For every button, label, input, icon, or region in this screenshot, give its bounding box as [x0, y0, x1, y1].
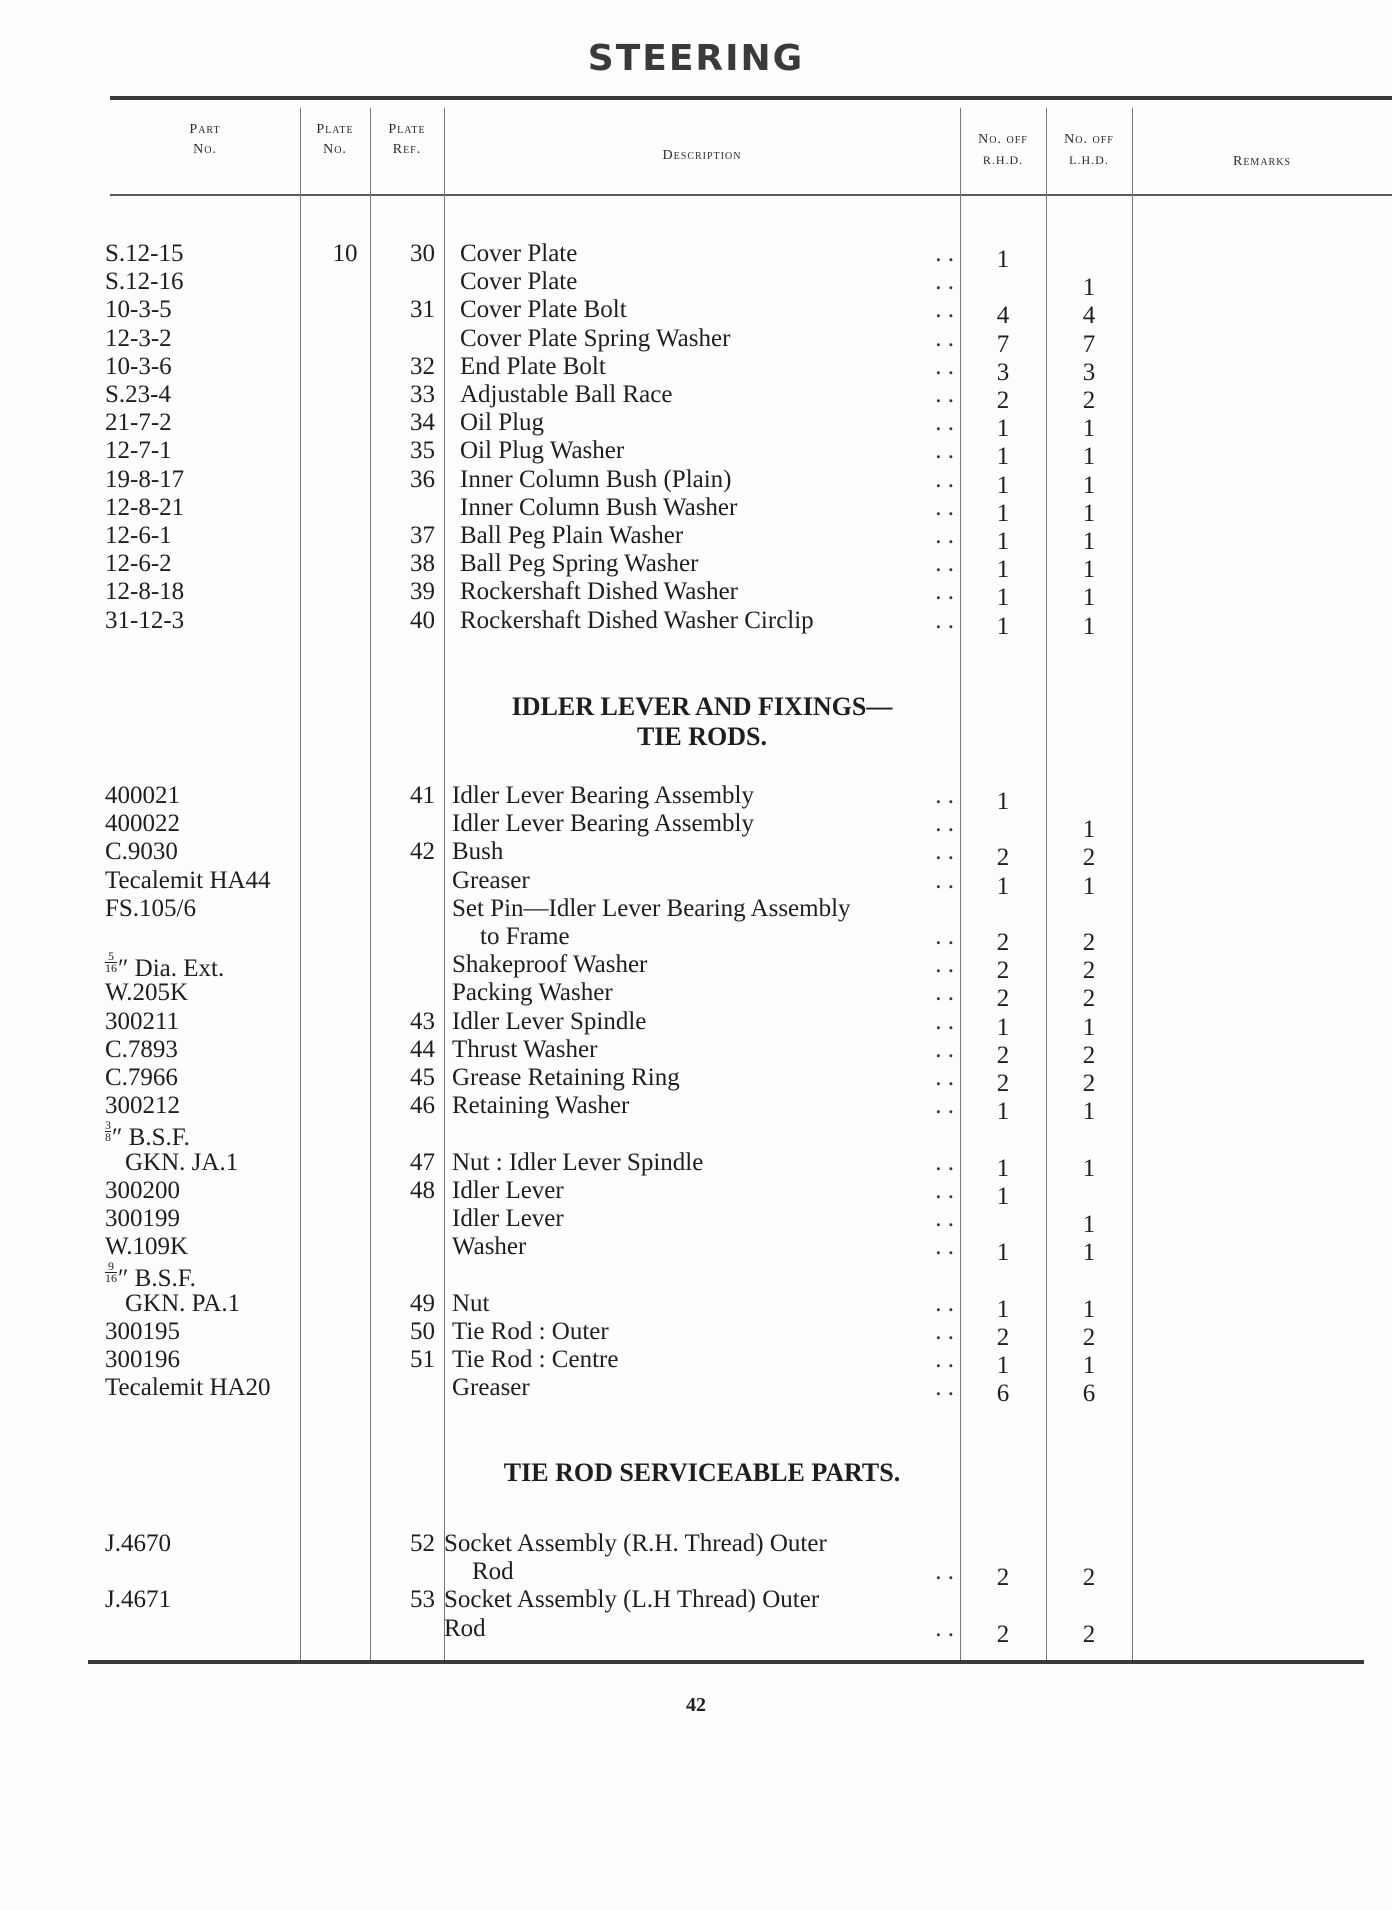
- description: Ball Peg Plain Washer: [460, 522, 684, 549]
- qty-lhd: 2: [1082, 929, 1096, 956]
- plate-ref: 32: [410, 352, 435, 380]
- plate-ref: 49: [410, 1289, 435, 1317]
- description: Rockershaft Dished Washer: [460, 578, 739, 606]
- qty-lhd: 2: [1082, 985, 1096, 1013]
- description: Grease Retaining Ring: [452, 1064, 680, 1091]
- description-line2: Rod: [444, 1614, 486, 1642]
- part-number: 300199: [105, 1205, 180, 1232]
- qty-lhd: 2: [1082, 957, 1096, 985]
- description: Greaser: [452, 866, 530, 894]
- qty-lhd: 2: [1082, 1564, 1096, 1592]
- qty-lhd: 1: [1082, 1352, 1096, 1379]
- description: Retaining Washer: [452, 1092, 630, 1120]
- qty-rhd: 1: [996, 872, 1010, 900]
- qty-lhd: 1: [1082, 872, 1096, 900]
- leader-dots: . .: [935, 1148, 954, 1176]
- plate-ref: 30: [410, 240, 435, 267]
- part-number: W.205K: [105, 979, 189, 1007]
- plate-ref: 34: [410, 409, 435, 437]
- leader-dots: . .: [935, 1558, 954, 1586]
- plate-ref: 48: [410, 1176, 435, 1204]
- col-divider: [1046, 108, 1047, 1660]
- qty-lhd: 2: [1082, 387, 1096, 414]
- qty-rhd: 2: [996, 985, 1010, 1013]
- leader-dots: . .: [935, 1092, 954, 1120]
- qty-lhd: 1: [1082, 1098, 1096, 1126]
- leader-dots: . .: [935, 606, 954, 634]
- qty-rhd: 1: [996, 415, 1010, 443]
- description: Inner Column Bush Washer: [460, 493, 738, 521]
- description: Nut : Idler Lever Spindle: [452, 1148, 704, 1176]
- plate-ref: 45: [410, 1064, 435, 1091]
- leader-dots: . .: [935, 240, 954, 267]
- header-remarks: Remarks: [1232, 154, 1291, 169]
- col-divider: [960, 108, 961, 1660]
- part-number-text: ″ Dia. Ext.: [118, 955, 225, 983]
- part-number: 10-3-6: [105, 352, 172, 380]
- plate-ref: 40: [410, 606, 435, 634]
- part-number-line2: GKN. JA.1: [125, 1148, 239, 1176]
- qty-rhd: 2: [996, 957, 1010, 985]
- qty-rhd: 1: [996, 612, 1010, 640]
- qty-lhd: 2: [1082, 1041, 1096, 1069]
- description: Rockershaft Dished Washer Circlip: [460, 606, 814, 634]
- leader-dots: . .: [935, 268, 954, 296]
- part-number: 300196: [105, 1346, 180, 1373]
- qty-lhd: 1: [1082, 415, 1096, 443]
- part-number: Tecalemit HA44: [105, 866, 271, 894]
- description: Socket Assembly (L.H Thread) Outer: [444, 1586, 820, 1614]
- leader-dots: . .: [935, 838, 954, 866]
- qty-lhd: 2: [1082, 1620, 1096, 1648]
- part-number: C.9030: [105, 838, 178, 866]
- plate-ref: 43: [410, 1007, 435, 1035]
- plate-ref: 46: [410, 1092, 435, 1120]
- description: Cover Plate Bolt: [460, 296, 627, 324]
- plate-ref: 41: [410, 782, 435, 809]
- part-number: J.4670: [105, 1530, 171, 1557]
- leader-dots: . .: [935, 381, 954, 408]
- leader-dots: . .: [935, 1289, 954, 1317]
- description: Tie Rod : Outer: [452, 1317, 609, 1345]
- plate-ref: 35: [410, 437, 435, 465]
- description: Idler Lever Bearing Assembly: [452, 782, 754, 809]
- leader-dots: . .: [935, 465, 954, 493]
- plate-no: 10: [332, 240, 358, 267]
- bottom-rule: [88, 1660, 1364, 1664]
- qty-lhd: 1: [1082, 471, 1096, 499]
- header-plate-no: [300, 120, 370, 160]
- part-number: 12-6-1: [105, 522, 172, 549]
- plate-ref: 53: [410, 1586, 435, 1614]
- qty-lhd: 1: [1082, 1154, 1096, 1182]
- description: Bush: [452, 838, 504, 866]
- description: Idler Lever Bearing Assembly: [452, 810, 754, 838]
- leader-dots: . .: [935, 437, 954, 465]
- header-rule: [110, 194, 1392, 196]
- fraction-numerator: 9: [105, 1261, 117, 1273]
- plate-ref: 44: [410, 1035, 435, 1063]
- header-rhd-line2: R.H.D.: [982, 153, 1024, 167]
- qty-rhd: 1: [996, 788, 1010, 815]
- plate-ref: 33: [410, 381, 435, 408]
- leader-dots: . .: [935, 1233, 954, 1261]
- fraction-denominator: 16: [105, 961, 117, 976]
- qty-rhd: 1: [996, 246, 1010, 273]
- qty-lhd: 4: [1082, 302, 1096, 330]
- plate-ref: 50: [410, 1317, 435, 1345]
- description: Idler Lever: [452, 1176, 564, 1204]
- part-number: 12-3-2: [105, 324, 172, 352]
- header-rhd-line1: No. off: [978, 132, 1028, 147]
- section-heading-idler: [444, 692, 960, 752]
- qty-lhd: 1: [1082, 1211, 1096, 1238]
- leader-dots: . .: [935, 550, 954, 578]
- part-number: 12-8-18: [105, 578, 185, 606]
- plate-ref: 47: [410, 1148, 435, 1176]
- part-number: 21-7-2: [105, 409, 172, 437]
- qty-lhd: 1: [1082, 612, 1096, 640]
- part-number: [105, 951, 224, 983]
- description: Idler Lever Spindle: [452, 1007, 647, 1035]
- qty-lhd: 1: [1082, 274, 1096, 302]
- leader-dots: . .: [935, 352, 954, 380]
- qty-lhd: 2: [1082, 844, 1096, 872]
- plate-ref: 38: [410, 550, 435, 578]
- leader-dots: . .: [935, 1374, 954, 1402]
- qty-lhd: 2: [1082, 1070, 1096, 1097]
- qty-lhd: 3: [1082, 358, 1096, 386]
- part-number: 19-8-17: [105, 465, 185, 493]
- qty-lhd: 2: [1082, 1323, 1096, 1351]
- qty-rhd: 2: [996, 1564, 1010, 1592]
- header-lhd-line1: No. off: [1064, 132, 1114, 147]
- qty-rhd: 1: [996, 1154, 1010, 1182]
- plate-ref: 51: [410, 1346, 435, 1373]
- part-number: J.4671: [105, 1586, 171, 1614]
- header-part-no-line2: No.: [193, 142, 217, 157]
- part-number: [105, 1120, 190, 1152]
- part-number: 10-3-5: [105, 296, 172, 324]
- qty-rhd: 2: [996, 387, 1010, 414]
- leader-dots: . .: [935, 522, 954, 549]
- leader-dots: . .: [935, 782, 954, 809]
- part-number: Tecalemit HA20: [105, 1374, 271, 1402]
- part-number: 12-6-2: [105, 550, 172, 578]
- leader-dots: . .: [935, 296, 954, 324]
- qty-rhd: 2: [996, 1041, 1010, 1069]
- description: Shakeproof Washer: [452, 951, 648, 979]
- part-number: 300211: [105, 1007, 180, 1035]
- page-number: 42: [686, 1694, 706, 1716]
- header-plate-no-line1: Plate: [316, 122, 354, 137]
- part-number: 400021: [105, 782, 180, 809]
- qty-rhd: 2: [996, 844, 1010, 872]
- description: Tie Rod : Centre: [452, 1346, 619, 1373]
- leader-dots: . .: [935, 1035, 954, 1063]
- qty-rhd: 6: [996, 1380, 1010, 1408]
- part-number: W.109K: [105, 1233, 189, 1261]
- description: Ball Peg Spring Washer: [460, 550, 699, 578]
- fraction-denominator: 16: [105, 1271, 117, 1286]
- leader-dots: . .: [935, 578, 954, 606]
- qty-lhd: 1: [1082, 1239, 1096, 1267]
- col-divider: [300, 108, 301, 1660]
- qty-rhd: 1: [996, 584, 1010, 612]
- qty-rhd: 1: [996, 471, 1010, 499]
- description: Set Pin—Idler Lever Bearing Assembly: [452, 894, 851, 922]
- part-number: 12-8-21: [105, 493, 185, 521]
- leader-dots: . .: [935, 409, 954, 437]
- col-divider: [370, 108, 371, 1660]
- part-fraction: [105, 1261, 117, 1284]
- part-number: S.23-4: [105, 381, 171, 408]
- qty-lhd: 1: [1082, 499, 1096, 527]
- page-title: STEERING: [587, 38, 805, 79]
- part-fraction: [105, 951, 117, 974]
- leader-dots: . .: [935, 1346, 954, 1373]
- description-line2: to Frame: [480, 923, 570, 950]
- leader-dots: . .: [935, 951, 954, 979]
- plate-ref: 52: [410, 1530, 435, 1557]
- leader-dots: . .: [935, 923, 954, 950]
- qty-rhd: 2: [996, 1323, 1010, 1351]
- plate-ref: 37: [410, 522, 435, 549]
- col-divider: [1132, 108, 1133, 1660]
- part-number-line2: GKN. PA.1: [125, 1289, 241, 1317]
- description: End Plate Bolt: [460, 352, 606, 380]
- description: Packing Washer: [452, 979, 613, 1007]
- leader-dots: . .: [935, 324, 954, 352]
- qty-lhd: 1: [1082, 584, 1096, 612]
- qty-rhd: 1: [996, 1239, 1010, 1267]
- qty-lhd: 1: [1082, 1295, 1096, 1323]
- header-no-off-rhd: [960, 130, 1046, 170]
- qty-lhd: 6: [1082, 1380, 1096, 1408]
- description: Washer: [452, 1233, 527, 1261]
- part-number: 300212: [105, 1092, 180, 1120]
- header-plate-no-line2: No.: [323, 142, 347, 157]
- leader-dots: . .: [935, 979, 954, 1007]
- qty-rhd: 1: [996, 443, 1010, 471]
- description: Oil Plug: [460, 409, 545, 437]
- qty-lhd: 7: [1082, 330, 1096, 358]
- leader-dots: . .: [935, 810, 954, 838]
- description: Cover Plate: [460, 240, 578, 267]
- section-heading-idler-line2: TIE RODS.: [636, 722, 768, 751]
- qty-rhd: 1: [996, 1182, 1010, 1210]
- qty-rhd: 1: [996, 1013, 1010, 1041]
- part-fraction: [105, 1120, 111, 1143]
- leader-dots: . .: [935, 866, 954, 894]
- plate-ref: 42: [410, 838, 435, 866]
- qty-lhd: 1: [1082, 816, 1096, 844]
- qty-lhd: 1: [1082, 443, 1096, 471]
- qty-lhd: 1: [1082, 528, 1096, 555]
- description: Inner Column Bush (Plain): [460, 465, 732, 493]
- part-number: C.7893: [105, 1035, 178, 1063]
- description: Oil Plug Washer: [460, 437, 625, 465]
- part-number: 12-7-1: [105, 437, 172, 465]
- part-number: FS.105/6: [105, 894, 197, 922]
- qty-rhd: 2: [996, 929, 1010, 956]
- header-description: Description: [662, 148, 742, 163]
- col-divider: [444, 108, 445, 1660]
- fraction-denominator: 8: [105, 1130, 111, 1145]
- qty-rhd: 1: [996, 1098, 1010, 1126]
- fraction-numerator: 5: [105, 951, 117, 963]
- part-number: 31-12-3: [105, 606, 185, 634]
- leader-dots: . .: [935, 493, 954, 521]
- qty-rhd: 1: [996, 528, 1010, 555]
- plate-ref: 39: [410, 578, 435, 606]
- qty-lhd: 1: [1082, 1013, 1096, 1041]
- qty-rhd: 1: [996, 1352, 1010, 1379]
- qty-rhd: 2: [996, 1070, 1010, 1097]
- qty-rhd: 2: [996, 1620, 1010, 1648]
- qty-rhd: 1: [996, 556, 1010, 584]
- section-heading-idler-line1: IDLER LEVER AND FIXINGS—: [511, 692, 893, 721]
- leader-dots: . .: [935, 1614, 954, 1642]
- part-number: C.7966: [105, 1064, 178, 1091]
- part-number: 300195: [105, 1317, 180, 1345]
- leader-dots: . .: [935, 1064, 954, 1091]
- fraction-numerator: 3: [105, 1118, 111, 1133]
- qty-lhd: 1: [1082, 556, 1096, 584]
- description: Socket Assembly (R.H. Thread) Outer: [444, 1530, 827, 1557]
- qty-rhd: 3: [996, 358, 1010, 386]
- header-lhd-line2: L.H.D.: [1069, 153, 1109, 167]
- description: Adjustable Ball Race: [460, 381, 673, 408]
- header-plate-ref-line2: Ref.: [392, 142, 422, 157]
- part-number: S.12-16: [105, 268, 184, 296]
- description: Idler Lever: [452, 1205, 564, 1232]
- description-line2: Rod: [472, 1558, 514, 1586]
- qty-rhd: 7: [996, 330, 1010, 358]
- plate-ref: 31: [410, 296, 435, 324]
- plate-ref: 36: [410, 465, 435, 493]
- qty-rhd: 1: [996, 1295, 1010, 1323]
- header-plate-ref-line1: Plate: [388, 122, 426, 137]
- description: Cover Plate Spring Washer: [460, 324, 731, 352]
- part-number: 300200: [105, 1176, 180, 1204]
- description: Nut: [452, 1289, 490, 1317]
- header-part-no: [150, 120, 260, 160]
- part-number-text: ″ B.S.F.: [118, 1265, 196, 1293]
- header-plate-ref: [370, 120, 444, 160]
- section-heading-tie-rod: TIE ROD SERVICEABLE PARTS.: [503, 1458, 901, 1487]
- part-number-text: ″ B.S.F.: [112, 1124, 190, 1152]
- header-part-no-line1: Part: [189, 122, 221, 137]
- leader-dots: . .: [935, 1317, 954, 1345]
- leader-dots: . .: [935, 1176, 954, 1204]
- description: Thrust Washer: [452, 1035, 598, 1063]
- leader-dots: . .: [935, 1205, 954, 1232]
- part-number: [105, 1261, 196, 1293]
- description: Greaser: [452, 1374, 530, 1402]
- qty-rhd: 1: [996, 499, 1010, 527]
- description: Cover Plate: [460, 268, 578, 296]
- part-number: S.12-15: [105, 240, 184, 267]
- part-number: 400022: [105, 810, 180, 838]
- header-no-off-lhd: [1046, 130, 1132, 170]
- top-rule: [110, 96, 1392, 100]
- leader-dots: . .: [935, 1007, 954, 1035]
- qty-rhd: 4: [996, 302, 1010, 330]
